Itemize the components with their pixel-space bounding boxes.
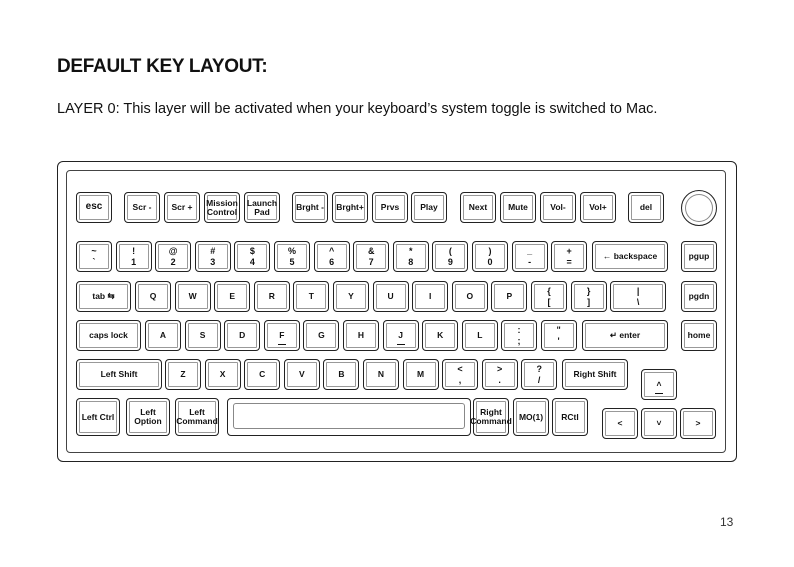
key-prvs: Prvs — [372, 192, 408, 223]
key-base-legend: \ — [636, 296, 640, 307]
key-l: L — [462, 320, 498, 351]
key-g: G — [303, 320, 339, 351]
key-pgup: pgup — [681, 241, 717, 272]
key-vol: Vol+ — [580, 192, 616, 223]
key-bracket-1 — [571, 281, 607, 312]
key-shift-legend: % — [287, 246, 296, 257]
key-f: F — [264, 320, 300, 351]
key-shift-legend: " — [556, 325, 561, 336]
key-mute: Mute — [500, 192, 536, 223]
key-arrow-right: > — [680, 408, 716, 439]
key-sym-1 — [482, 359, 518, 390]
key-play: Play — [411, 192, 447, 223]
key-right-shift: Right Shift — [562, 359, 628, 390]
key-r: R — [254, 281, 290, 312]
key-base-legend: 7 — [368, 256, 374, 267]
key-base-legend: = — [566, 256, 572, 267]
key-t: T — [293, 281, 329, 312]
key-base-legend: - — [528, 256, 532, 267]
key-sym-0 — [442, 359, 478, 390]
key-6 — [314, 241, 350, 272]
key-q: Q — [135, 281, 171, 312]
key-p: P — [491, 281, 527, 312]
key-sym — [512, 241, 548, 272]
key-shift-legend: _ — [527, 246, 533, 257]
key-launch-pad: Launch Pad — [244, 192, 280, 223]
key-base-legend: ; — [517, 335, 521, 346]
key-9 — [432, 241, 468, 272]
key-arrow-up: ˄ — [641, 369, 677, 400]
key-s: S — [185, 320, 221, 351]
key-shift-legend: ? — [536, 364, 542, 375]
key-left-shift: Left Shift — [76, 359, 162, 390]
key-arrow-left: < — [602, 408, 638, 439]
key-2 — [155, 241, 191, 272]
key-base-legend: 0 — [487, 256, 493, 267]
key-sym-2 — [521, 359, 557, 390]
key-home: home — [681, 320, 717, 351]
key-shift-legend: < — [457, 364, 463, 375]
key-left-command: Left Command — [175, 398, 219, 436]
key-sym — [551, 241, 587, 272]
key-arrow-down: ˅ — [641, 408, 677, 439]
key-caps-lock: caps lock — [76, 320, 141, 351]
key-8 — [393, 241, 429, 272]
key-base-legend: ` — [92, 256, 96, 267]
key-3 — [195, 241, 231, 272]
key-backspace: ← backspace — [592, 241, 668, 272]
key-shift-legend: { — [547, 286, 551, 297]
key-m: M — [403, 359, 439, 390]
key-shift-legend: | — [636, 286, 640, 297]
key-shift-legend: * — [409, 246, 413, 257]
key-shift-legend: & — [367, 246, 375, 257]
key-mo1: MO(1) — [513, 398, 549, 436]
key-base-legend: 2 — [170, 256, 176, 267]
key-sym — [76, 241, 112, 272]
key-shift-legend: ^ — [328, 246, 335, 257]
key-base-legend: 9 — [447, 256, 453, 267]
home-row-bump — [278, 344, 286, 345]
key-space — [227, 398, 471, 436]
layer-description: LAYER 0: This layer will be activated when your keyboard’s system toggle is switched to Mac. — [57, 101, 658, 117]
home-row-bump — [655, 393, 663, 394]
key-h: H — [343, 320, 379, 351]
key-shift-legend: } — [586, 286, 591, 297]
key-base-legend: 5 — [289, 256, 295, 267]
key-d: D — [224, 320, 260, 351]
key-i: I — [412, 281, 448, 312]
key-shift-legend: > — [496, 364, 503, 375]
rotary-knob — [681, 190, 717, 226]
key-scr: Scr - — [124, 192, 160, 223]
key-shift-legend: ) — [488, 246, 492, 257]
key-punct-0 — [501, 320, 537, 351]
key-scr: Scr + — [164, 192, 200, 223]
key-shift-legend: ~ — [91, 246, 97, 257]
key-right-command: Right Command — [473, 398, 509, 436]
key-u: U — [373, 281, 409, 312]
key-enter: ↵ enter — [582, 320, 668, 351]
key-rctl: RCtl — [552, 398, 588, 436]
key-left-option: Left Option — [126, 398, 170, 436]
key-1 — [116, 241, 152, 272]
page-number: 13 — [720, 515, 734, 529]
key-brght: Brght - — [292, 192, 328, 223]
key-base-legend: 8 — [408, 256, 414, 267]
key-n: N — [363, 359, 399, 390]
key-shift-legend: : — [517, 325, 521, 336]
key-4 — [234, 241, 270, 272]
key-5 — [274, 241, 310, 272]
key-punct-1 — [541, 320, 577, 351]
key-a: A — [145, 320, 181, 351]
key-base-legend: , — [458, 374, 462, 385]
key-shift-legend: @ — [168, 246, 178, 257]
key-base-legend: 4 — [249, 256, 255, 267]
key-next: Next — [460, 192, 496, 223]
key-shift-legend: # — [210, 246, 216, 257]
key-pgdn: pgdn — [681, 281, 717, 312]
key-e: E — [214, 281, 250, 312]
key-shift-legend: ( — [448, 246, 452, 257]
key-shift-legend: ! — [132, 246, 136, 257]
key-z: Z — [165, 359, 201, 390]
key-c: C — [244, 359, 280, 390]
key-v: V — [284, 359, 320, 390]
key-left-ctrl: Left Ctrl — [76, 398, 120, 436]
key-0 — [472, 241, 508, 272]
key-base-legend: 6 — [329, 256, 335, 267]
key-tab: tab ⇆ — [76, 281, 131, 312]
key-vol: Vol- — [540, 192, 576, 223]
key-7 — [353, 241, 389, 272]
key-del: del — [628, 192, 664, 223]
key-base-legend: 1 — [131, 256, 137, 267]
key-base-legend: ] — [587, 296, 591, 307]
key-bracket-2 — [610, 281, 666, 312]
key-k: K — [422, 320, 458, 351]
home-row-bump — [397, 344, 405, 345]
key-bracket-0 — [531, 281, 567, 312]
key-y: Y — [333, 281, 369, 312]
page-heading: DEFAULT KEY LAYOUT: — [57, 56, 268, 77]
key-base-legend: 3 — [210, 256, 216, 267]
key-b: B — [323, 359, 359, 390]
key-mission-control: Mission Control — [204, 192, 240, 223]
key-brght: Brght+ — [332, 192, 368, 223]
key-esc: esc — [76, 192, 112, 223]
key-j: J — [383, 320, 419, 351]
key-base-legend: ' — [557, 335, 560, 346]
key-shift-legend: $ — [249, 246, 255, 257]
key-base-legend: [ — [547, 296, 551, 307]
key-base-legend: . — [498, 374, 501, 385]
key-base-legend: / — [537, 374, 541, 385]
key-x: X — [205, 359, 241, 390]
key-w: W — [175, 281, 211, 312]
key-shift-legend: + — [566, 246, 572, 257]
key-o: O — [452, 281, 488, 312]
